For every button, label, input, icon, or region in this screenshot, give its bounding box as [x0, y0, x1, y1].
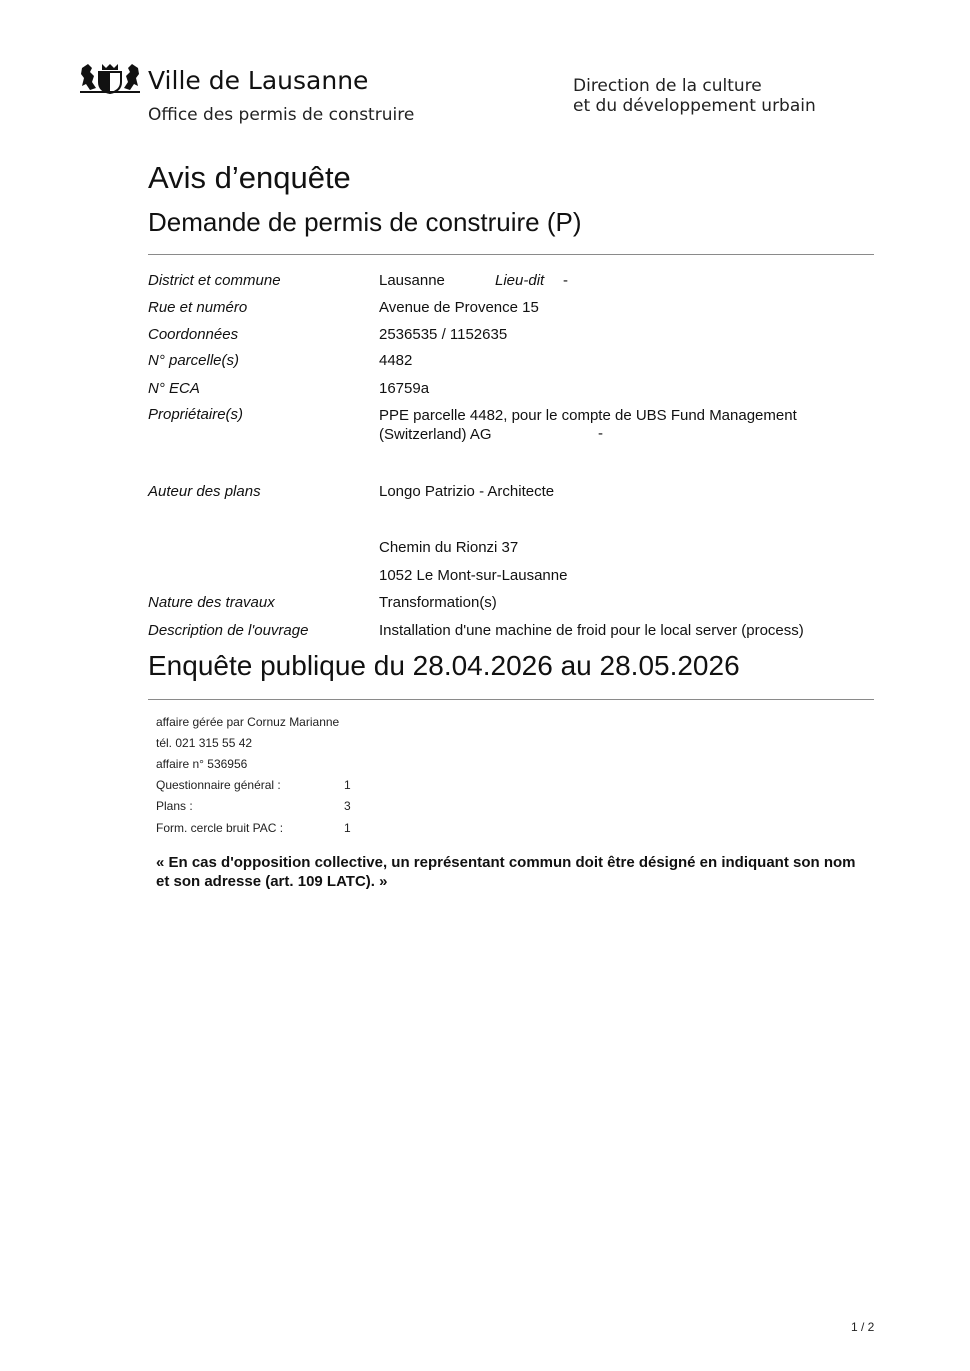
department-line-2: et du développement urbain — [573, 96, 816, 116]
managed-by: affaire gérée par Cornuz Marianne — [156, 715, 340, 729]
owner-label: Propriétaire(s) — [148, 406, 244, 423]
eca-value: 16759a — [379, 380, 430, 397]
district-label: District et commune — [148, 272, 281, 289]
eca-label: N° ECA — [148, 380, 200, 397]
author-value: Longo Patrizio - Architecte — [379, 483, 555, 500]
document-count: 1 — [344, 821, 351, 835]
department — [573, 76, 816, 116]
street-value: Avenue de Provence 15 — [379, 299, 539, 316]
document-label: Questionnaire général : — [156, 778, 281, 792]
divider — [148, 699, 874, 700]
owner-value: PPE parcelle 4482, pour le compte de UBS Fund Management (Switzerland) AG — [379, 407, 797, 443]
document-count: 3 — [344, 799, 351, 813]
page-indicator: 1 / 2 — [851, 1320, 875, 1334]
description-value: Installation d'une machine de froid pour le local server (process) — [379, 622, 804, 639]
coordinates-value: 2536535 / 1152635 — [379, 326, 508, 343]
department-line-1: Direction de la culture — [573, 76, 762, 96]
parcel-label: N° parcelle(s) — [148, 352, 240, 369]
author-label: Auteur des plans — [148, 483, 261, 500]
lausanne-coat-of-arms-icon — [80, 62, 140, 94]
coordinates-label: Coordonnées — [148, 326, 239, 343]
street-label: Rue et numéro — [148, 299, 248, 316]
divider — [148, 254, 874, 255]
document-count: 1 — [344, 778, 351, 792]
case-number: affaire n° 536956 — [156, 757, 248, 771]
office-name: Office des permis de construire — [148, 105, 415, 125]
page-subtitle: Demande de permis de construire (P) — [148, 207, 582, 237]
description-label: Description de l'ouvrage — [148, 622, 309, 639]
org-name: Ville de Lausanne — [148, 66, 369, 95]
phone: tél. 021 315 55 42 — [156, 736, 253, 750]
page-title: Avis d’enquête — [148, 160, 351, 195]
author-address-line-2: 1052 Le Mont-sur-Lausanne — [379, 567, 568, 584]
opposition-notice: « En cas d'opposition collective, un représentant commun doit être désigné en indiquant son nom et son adresse (art. 109 LATC). » — [156, 854, 856, 890]
lieu-dit-value: - — [563, 272, 568, 289]
inquiry-period: Enquête publique du 28.04.2026 au 28.05.2026 — [148, 650, 740, 681]
document-label: Plans : — [156, 799, 193, 813]
document-label: Form. cercle bruit PAC : — [156, 821, 284, 835]
nature-value: Transformation(s) — [379, 594, 497, 611]
author-address-line-1: Chemin du Rionzi 37 — [379, 539, 519, 556]
district-value: Lausanne — [379, 272, 445, 289]
nature-label: Nature des travaux — [148, 594, 275, 611]
parcel-value: 4482 — [379, 352, 413, 369]
lieu-dit-label: Lieu-dit — [495, 272, 545, 289]
owner-dash: - — [598, 425, 603, 442]
